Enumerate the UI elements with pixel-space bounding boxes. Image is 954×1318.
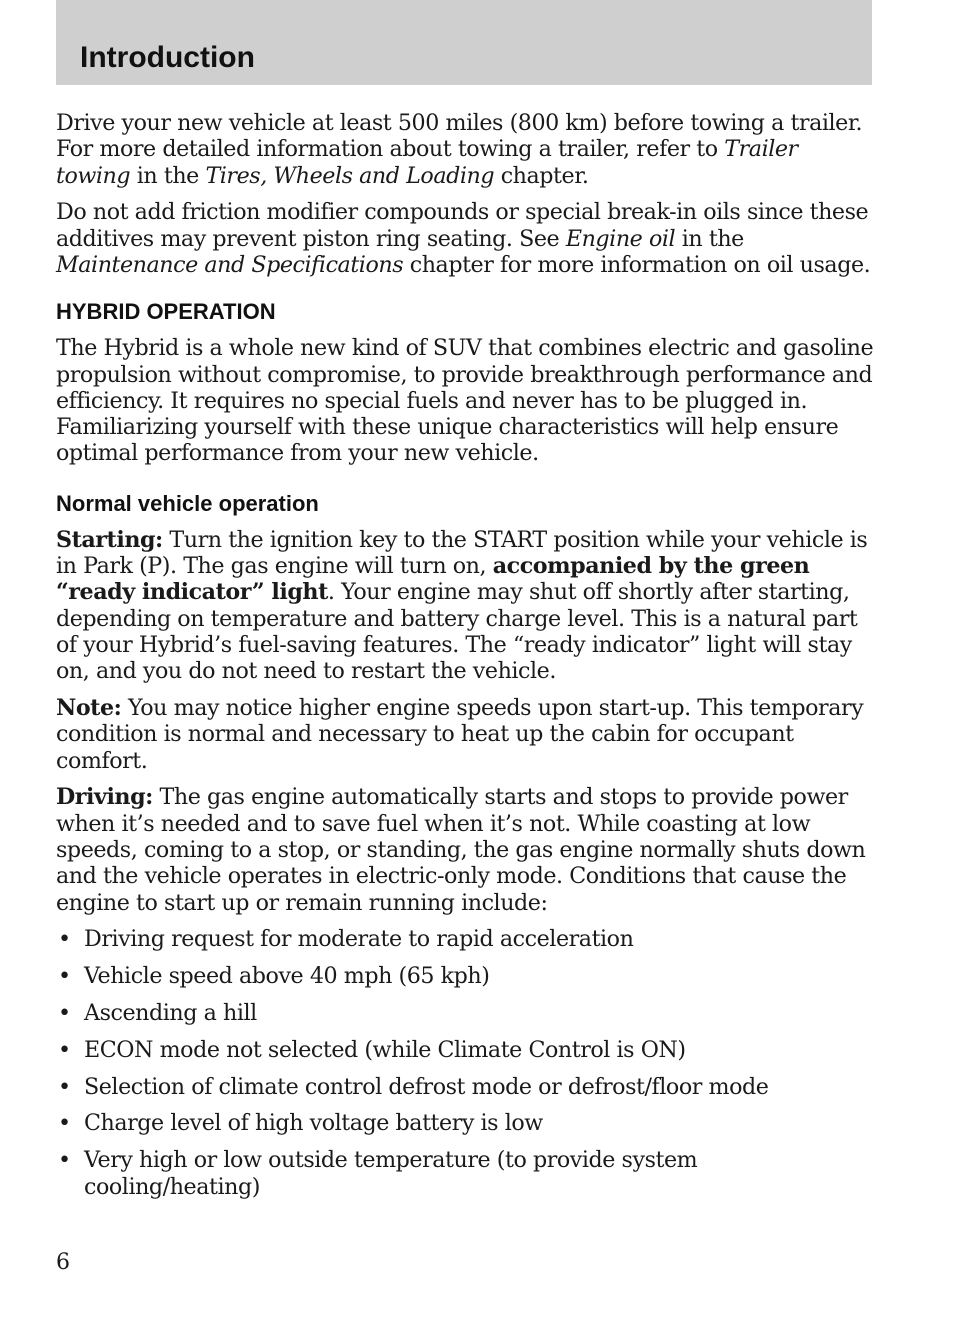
list-item xyxy=(56,1074,874,1100)
driving-text: The gas engine automatically starts and stops to provide power when it’s needed and to save fuel when it’s not. While coasting at low speeds, coming to a stop, or standing, the gas engine normally shuts down and the vehicle operates in electric-only mode. Conditions that cause the engine to start up or remain running include: xyxy=(56,784,866,916)
driving-label: Driving: xyxy=(56,784,153,811)
friction-paragraph xyxy=(56,199,874,278)
friction-text-2: in the xyxy=(675,225,744,252)
towing-text-1: Drive your new vehicle at least 500 miles (800 km) before towing a trailer. For more detailed information about towing a trailer, refer to xyxy=(56,110,863,163)
starting-label: Starting: xyxy=(56,526,163,553)
driving-paragraph xyxy=(56,784,874,915)
normal-operation-heading: Normal vehicle operation xyxy=(56,490,319,516)
bullet-icon: • xyxy=(58,1110,71,1137)
engine-conditions-list xyxy=(56,926,874,1199)
towing-text-3: chapter. xyxy=(494,162,589,189)
list-item-text: Charge level of high voltage battery is low xyxy=(84,1110,543,1137)
list-item xyxy=(56,1147,874,1200)
note-text: You may notice higher engine speeds upon start-up. This temporary condition is normal and necessary to heat up the cabin for occupant comfort. xyxy=(56,695,864,774)
list-item xyxy=(56,963,874,989)
tires-wheels-loading-reference: Tires, Wheels and Loading xyxy=(205,162,495,189)
engine-oil-reference: Engine oil xyxy=(565,225,676,252)
starting-paragraph xyxy=(56,527,874,685)
hybrid-intro-paragraph: The Hybrid is a whole new kind of SUV that combines electric and gasoline propulsion without compromise, to provide breakthrough performance and efficiency. It requires no special fuels and never has to be plugged in. Familiarizing yourself with these unique characteristics will help ensure optimal performance from your new vehicle. xyxy=(56,335,874,467)
bullet-icon: • xyxy=(58,963,71,990)
chapter-header xyxy=(56,0,872,85)
ready-indicator-emphasis: accompanied by the green “ready indicator” light xyxy=(56,553,810,606)
friction-text-1: Do not add friction modifier compounds or special break-in oils since these additives may prevent piston ring seating. See xyxy=(56,199,869,252)
maintenance-specifications-reference: Maintenance and Specifications xyxy=(56,251,404,278)
bullet-icon: • xyxy=(58,1036,71,1063)
bullet-icon: • xyxy=(58,1000,71,1027)
bullet-icon: • xyxy=(58,926,71,953)
list-item-text: Vehicle speed above 40 mph (65 kph) xyxy=(84,963,490,990)
list-item xyxy=(56,1037,874,1063)
towing-paragraph xyxy=(56,110,874,189)
trailer-towing-reference: Trailer towing xyxy=(56,136,798,189)
list-item-text: Driving request for moderate to rapid acceleration xyxy=(84,926,634,953)
page-content xyxy=(56,110,874,1210)
towing-text-2: in the xyxy=(130,162,206,189)
list-item-text: Selection of climate control defrost mode or defrost/floor mode xyxy=(84,1073,769,1100)
note-label: Note: xyxy=(56,695,122,722)
list-item xyxy=(56,926,874,952)
list-item xyxy=(56,1110,874,1136)
bullet-icon: • xyxy=(58,1073,71,1100)
list-item-text: Very high or low outside temperature (to provide system cooling/heating) xyxy=(84,1147,698,1200)
chapter-title: Introduction xyxy=(80,41,255,74)
page-number: 6 xyxy=(56,1250,70,1275)
list-item xyxy=(56,1000,874,1026)
list-item-text: Ascending a hill xyxy=(84,1000,257,1027)
note-paragraph xyxy=(56,695,874,774)
starting-text-1: Turn the ignition key to the START position while your vehicle is in Park (P). The gas engine will turn on, xyxy=(56,526,868,580)
friction-text-3: chapter for more information on oil usage. xyxy=(403,251,871,278)
bullet-icon: • xyxy=(58,1147,71,1174)
starting-text-2: . Your engine may shut off shortly after starting, depending on temperature and battery charge level. This is a natural part of your Hybrid’s fuel-saving features. The “ready indicator” light will stay on, and you do not need to restart the vehicle. xyxy=(56,579,858,685)
hybrid-operation-heading: HYBRID OPERATION xyxy=(56,299,276,325)
list-item-text: ECON mode not selected (while Climate Control is ON) xyxy=(84,1036,686,1063)
